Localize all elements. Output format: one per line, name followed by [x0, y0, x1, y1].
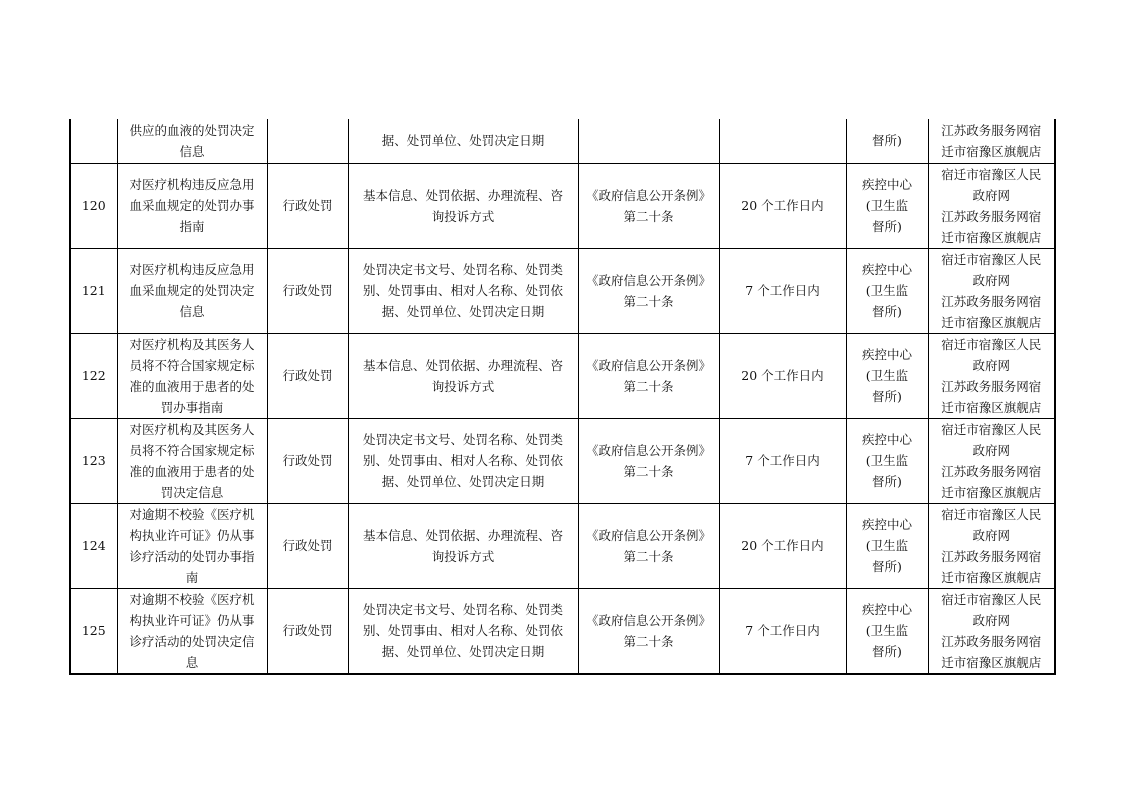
- cell-number: [70, 119, 117, 163]
- cell-text-line: 第二十条: [623, 463, 674, 479]
- cell-text-line: 准的血液用于患者的处: [129, 378, 255, 394]
- cell-responsible-dept: [846, 163, 928, 248]
- cell-text-line: 江苏政务服务网宿: [941, 378, 1042, 394]
- cell-text-line: 对医疗机构及其医务人: [129, 421, 255, 437]
- cell-item-type: 行政处罚: [267, 503, 348, 588]
- cell-item-type: 行政处罚: [267, 163, 348, 248]
- cell-text-line: 江苏政务服务网宿: [941, 208, 1042, 224]
- cell-text-line: 江苏政务服务网宿: [941, 463, 1042, 479]
- cell-text-line: 信息: [179, 304, 205, 319]
- cell-text-line: 对逾期不校验《医疗机: [129, 506, 255, 522]
- cell-text-line: 宿迁市宿豫区人民: [941, 421, 1042, 437]
- cell-disclosure-content: [348, 418, 578, 503]
- cell-item-type: [267, 119, 348, 163]
- cell-text-line: 迁市宿豫区旗舰店: [941, 654, 1042, 670]
- cell-text-line: 疾控中心: [861, 432, 912, 447]
- cell-text-line: 江苏政务服务网宿: [941, 293, 1042, 309]
- cell-text-line: 《政府信息公开条例》: [585, 527, 711, 543]
- cell-text-line: 南: [185, 569, 199, 585]
- cell-text-line: 迁市宿豫区旗舰店: [941, 484, 1042, 500]
- cell-text-line: 信息: [179, 143, 205, 159]
- cell-responsible-dept: [846, 119, 928, 163]
- cell-text-line: 政府网: [972, 187, 1010, 203]
- cell-legal-basis: [578, 588, 719, 674]
- cell-number: 125: [70, 588, 117, 674]
- cell-text-line: 迁市宿豫区旗舰店: [941, 143, 1042, 159]
- cell-time-limit: 20 个工作日内: [719, 163, 846, 248]
- disclosure-table: [69, 119, 1056, 675]
- table-row: [70, 588, 1055, 674]
- cell-text-line: 迁市宿豫区旗舰店: [941, 569, 1042, 585]
- cell-text-line: 别、处罚事由、相对人名称、处罚依: [362, 453, 563, 468]
- cell-text-line: 询投诉方式: [431, 208, 495, 224]
- cell-responsible-dept: [846, 248, 928, 333]
- cell-text-line: 疾控中心: [861, 602, 912, 617]
- cell-time-limit: 7 个工作日内: [719, 418, 846, 503]
- cell-text-line: 督所): [872, 133, 902, 149]
- cell-text-line: 供应的血液的处罚决定: [129, 122, 255, 138]
- cell-text-line: 《政府信息公开条例》: [585, 357, 711, 373]
- cell-item-name: [117, 119, 267, 163]
- cell-text-line: 迁市宿豫区旗舰店: [941, 399, 1042, 415]
- cell-disclosure-channel: [928, 418, 1055, 503]
- cell-text-line: 询投诉方式: [431, 378, 495, 394]
- cell-legal-basis: [578, 119, 719, 163]
- cell-disclosure-channel: [928, 588, 1055, 674]
- cell-text-line: 罚办事指南: [160, 399, 224, 415]
- cell-disclosure-channel: [928, 333, 1055, 418]
- cell-disclosure-content: [348, 588, 578, 674]
- table-row: [70, 163, 1055, 248]
- cell-text-line: 诊疗活动的处罚办事指: [129, 548, 255, 564]
- cell-time-limit: 7 个工作日内: [719, 248, 846, 333]
- cell-text-line: 督所): [872, 474, 902, 489]
- cell-text-line: 宿迁市宿豫区人民: [941, 251, 1042, 267]
- cell-time-limit: 20 个工作日内: [719, 503, 846, 588]
- cell-text-line: 诊疗活动的处罚决定信: [129, 633, 255, 649]
- cell-text-line: 督所): [872, 559, 902, 574]
- cell-disclosure-content: [348, 333, 578, 418]
- cell-item-name: [117, 333, 267, 418]
- cell-disclosure-channel: [928, 119, 1055, 163]
- cell-time-limit: 7 个工作日内: [719, 588, 846, 674]
- cell-item-type: 行政处罚: [267, 248, 348, 333]
- table-row: [70, 333, 1055, 418]
- cell-text-line: 据、处罚单位、处罚决定日期: [381, 304, 545, 319]
- cell-text-line: 处罚决定书文号、处罚名称、处罚类: [362, 262, 563, 277]
- cell-text-line: 据、处罚单位、处罚决定日期: [381, 474, 545, 489]
- cell-text-line: 宿迁市宿豫区人民: [941, 166, 1042, 182]
- cell-time-limit: 20 个工作日内: [719, 333, 846, 418]
- cell-text-line: 第二十条: [623, 208, 674, 224]
- cell-text-line: (卫生监: [865, 453, 909, 468]
- cell-number: 121: [70, 248, 117, 333]
- cell-text-line: 息: [185, 654, 199, 670]
- cell-text-line: (卫生监: [865, 623, 909, 638]
- cell-text-line: 对医疗机构违反应急用: [129, 177, 255, 192]
- cell-text-line: 督所): [872, 304, 902, 319]
- cell-text-line: 询投诉方式: [431, 548, 495, 564]
- cell-text-line: (卫生监: [865, 283, 909, 298]
- table-row: [70, 248, 1055, 333]
- cell-text-line: 基本信息、处罚依据、办理流程、咨: [362, 357, 563, 373]
- cell-text-line: 据、处罚单位、处罚决定日期: [381, 133, 545, 149]
- cell-time-limit: [719, 119, 846, 163]
- cell-item-name: [117, 588, 267, 674]
- cell-disclosure-content: [348, 248, 578, 333]
- cell-text-line: 构执业许可证》仍从事: [129, 527, 255, 543]
- cell-disclosure-content: [348, 503, 578, 588]
- cell-number: 122: [70, 333, 117, 418]
- cell-text-line: 基本信息、处罚依据、办理流程、咨: [362, 527, 563, 543]
- cell-disclosure-content: [348, 163, 578, 248]
- cell-text-line: 督所): [872, 644, 902, 659]
- cell-text-line: 指南: [179, 219, 205, 234]
- cell-legal-basis: [578, 163, 719, 248]
- cell-text-line: 江苏政务服务网宿: [941, 548, 1042, 564]
- cell-legal-basis: [578, 418, 719, 503]
- cell-item-name: [117, 163, 267, 248]
- cell-text-line: 处罚决定书文号、处罚名称、处罚类: [362, 602, 563, 617]
- cell-text-line: 疾控中心: [861, 517, 912, 532]
- cell-responsible-dept: [846, 588, 928, 674]
- cell-text-line: 迁市宿豫区旗舰店: [941, 314, 1042, 330]
- cell-text-line: 督所): [872, 219, 902, 234]
- cell-responsible-dept: [846, 333, 928, 418]
- cell-text-line: 血采血规定的处罚决定: [129, 283, 255, 298]
- table-row: [70, 418, 1055, 503]
- cell-text-line: 员将不符合国家规定标: [129, 442, 255, 458]
- cell-item-name: [117, 418, 267, 503]
- cell-text-line: 政府网: [972, 527, 1010, 543]
- cell-text-line: 血采血规定的处罚办事: [129, 198, 255, 213]
- cell-text-line: 别、处罚事由、相对人名称、处罚依: [362, 283, 563, 298]
- cell-text-line: 江苏政务服务网宿: [941, 122, 1042, 138]
- cell-legal-basis: [578, 248, 719, 333]
- cell-disclosure-channel: [928, 503, 1055, 588]
- cell-disclosure-channel: [928, 248, 1055, 333]
- cell-text-line: 政府网: [972, 442, 1010, 458]
- cell-text-line: 对逾期不校验《医疗机: [129, 591, 255, 607]
- table-row: [70, 119, 1055, 163]
- cell-text-line: 第二十条: [623, 293, 674, 309]
- cell-text-line: 《政府信息公开条例》: [585, 612, 711, 628]
- cell-text-line: 江苏政务服务网宿: [941, 633, 1042, 649]
- cell-text-line: 第二十条: [623, 548, 674, 564]
- cell-legal-basis: [578, 503, 719, 588]
- cell-text-line: 据、处罚单位、处罚决定日期: [381, 644, 545, 659]
- cell-item-type: 行政处罚: [267, 588, 348, 674]
- cell-text-line: (卫生监: [865, 368, 909, 383]
- cell-text-line: 处罚决定书文号、处罚名称、处罚类: [362, 432, 563, 447]
- cell-text-line: 准的血液用于患者的处: [129, 463, 255, 479]
- cell-text-line: 宿迁市宿豫区人民: [941, 506, 1042, 522]
- cell-text-line: 员将不符合国家规定标: [129, 357, 255, 373]
- cell-disclosure-content: [348, 119, 578, 163]
- cell-text-line: 政府网: [972, 357, 1010, 373]
- cell-text-line: 《政府信息公开条例》: [585, 187, 711, 203]
- cell-text-line: 别、处罚事由、相对人名称、处罚依: [362, 623, 563, 638]
- cell-text-line: 构执业许可证》仍从事: [129, 612, 255, 628]
- cell-item-type: 行政处罚: [267, 418, 348, 503]
- cell-text-line: (卫生监: [865, 538, 909, 553]
- cell-text-line: 疾控中心: [861, 262, 912, 277]
- cell-text-line: 政府网: [972, 612, 1010, 628]
- cell-text-line: 第二十条: [623, 378, 674, 394]
- cell-legal-basis: [578, 333, 719, 418]
- cell-item-type: 行政处罚: [267, 333, 348, 418]
- cell-text-line: 宿迁市宿豫区人民: [941, 591, 1042, 607]
- cell-text-line: 对医疗机构违反应急用: [129, 262, 255, 277]
- cell-responsible-dept: [846, 418, 928, 503]
- cell-number: 123: [70, 418, 117, 503]
- cell-text-line: (卫生监: [865, 198, 909, 213]
- cell-text-line: 第二十条: [623, 633, 674, 649]
- cell-text-line: 督所): [872, 389, 902, 404]
- table-row: [70, 503, 1055, 588]
- cell-disclosure-channel: [928, 163, 1055, 248]
- cell-text-line: 迁市宿豫区旗舰店: [941, 229, 1042, 245]
- cell-text-line: 《政府信息公开条例》: [585, 272, 711, 288]
- cell-item-name: [117, 503, 267, 588]
- cell-text-line: 疾控中心: [861, 347, 912, 362]
- cell-item-name: [117, 248, 267, 333]
- cell-text-line: 对医疗机构及其医务人: [129, 336, 255, 352]
- cell-responsible-dept: [846, 503, 928, 588]
- cell-text-line: 《政府信息公开条例》: [585, 442, 711, 458]
- cell-text-line: 基本信息、处罚依据、办理流程、咨: [362, 187, 563, 203]
- cell-number: 120: [70, 163, 117, 248]
- cell-text-line: 疾控中心: [861, 177, 912, 192]
- cell-text-line: 政府网: [972, 272, 1010, 288]
- cell-number: 124: [70, 503, 117, 588]
- cell-text-line: 宿迁市宿豫区人民: [941, 336, 1042, 352]
- cell-text-line: 罚决定信息: [160, 484, 224, 500]
